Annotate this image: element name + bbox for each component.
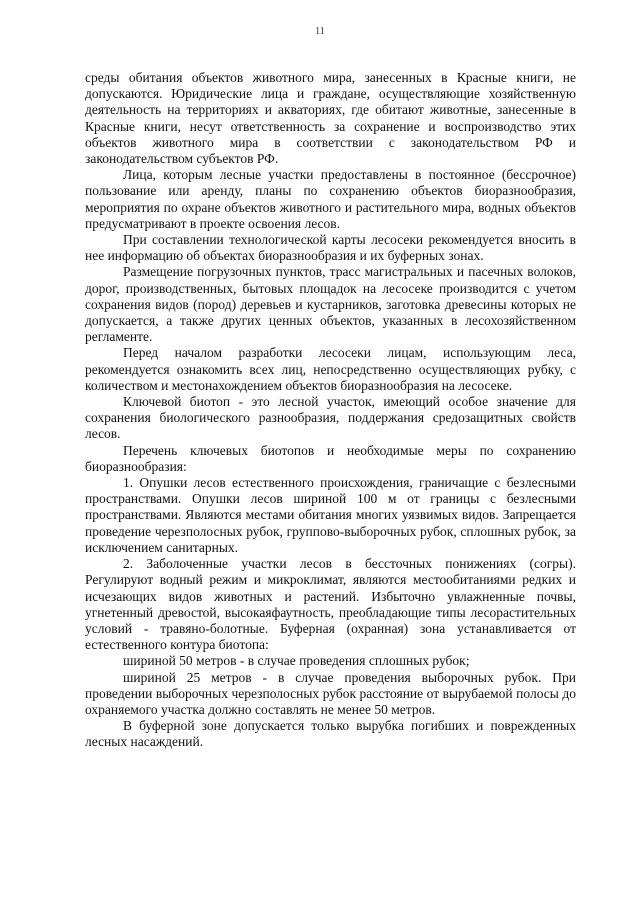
document-body bbox=[85, 70, 576, 751]
paragraph-biotope-list-intro: Перечень ключевых биотопов и необходимые меры по сохранению биоразнообразия: bbox=[85, 442, 576, 474]
list-item-wetlands: 2. Заболоченные участки лесов в бессточных понижениях (согры). Регулируют водный режим и микроклимат, являются местообитаниями редких и исчезающих видов животных и растений. Избыточно увлажненные почвы, угнетенный древостой, высокаяфаутность, преобладающие типы лесорастительных условий - травяно-болотные. Буферная (охранная) зона устанавливается от естественного контура биотопа: bbox=[85, 556, 576, 653]
list-item-forest-edges: 1. Опушки лесов естественного происхождения, граничащие с безлесными пространствами. Опушки лесов шириной 100 м от границы с безлесными пространствами. Являются местами обитания многих уязвимых видов. Запрещается проведение черезполосных рубок, группово-выборочных рубок, сплошных рубок, за исключением санитарных. bbox=[85, 475, 576, 555]
page-number: 11 bbox=[315, 26, 325, 37]
paragraph-key-biotope-definition: Ключевой биотоп - это лесной участок, имеющий особое значение для сохранения биологического разнообразия, поддержания средозащитных свойств лесов. bbox=[85, 394, 576, 442]
paragraph-buffer-zone-felling: В буферной зоне допускается только вырубка погибших и поврежденных лесных насаждений. bbox=[85, 718, 576, 750]
buffer-zone-selective: шириной 25 метров - в случае проведения выборочных рубок. При проведении выборочных черезполосных рубок расстояние от вырубаемой полосы до охраняемого участка должно составлять не менее 50 метров. bbox=[85, 669, 576, 717]
buffer-zone-clearcut: шириной 50 метров - в случае проведения сплошных рубок; bbox=[123, 653, 470, 669]
paragraph-tech-map: При составлении технологической карты лесосеки рекомендуется вносить в нее информацию об объектах биоразнообразия и их буферных зонах. bbox=[85, 232, 576, 264]
paragraph-briefing: Перед началом разработки лесосеки лицам, использующим леса, рекомендуется ознакомить всех лиц, непосредственно осуществляющих рубку, с количеством и местонахождением объектов биоразнообразия на лесосеке. bbox=[85, 345, 576, 393]
paragraph-habitat-prohibition: среды обитания объектов животного мира, занесенных в Красные книги, не допускаются. Юридические лица и граждане, осуществляющие хозяйственную деятельность на территориях и акваториях, где обитают животные, занесенные в Красные книги, несут ответственность за сохранение и воспроизводство этих объектов животного мира в соответствии с законодательством РФ и законодательством субъектов РФ. bbox=[85, 70, 576, 167]
paragraph-forest-users: Лица, которым лесные участки предоставлены в постоянное (бессрочное) пользование или аренду, планы по сохранению объектов биоразнообразия, мероприятия по охране объектов животного и растительного мира, водных объектов предусматривают в проекте освоения лесов. bbox=[85, 167, 576, 231]
paragraph-placement: Размещение погрузочных пунктов, трасс магистральных и пасечных волоков, дорог, производственных, бытовых площадок на лесосеке производится с учетом сохранения видов (пород) деревьев и кустарников, заготовка древесины которых не допускается, а также других ценных объектов, указанных в лесохозяйственном регламенте. bbox=[85, 264, 576, 345]
